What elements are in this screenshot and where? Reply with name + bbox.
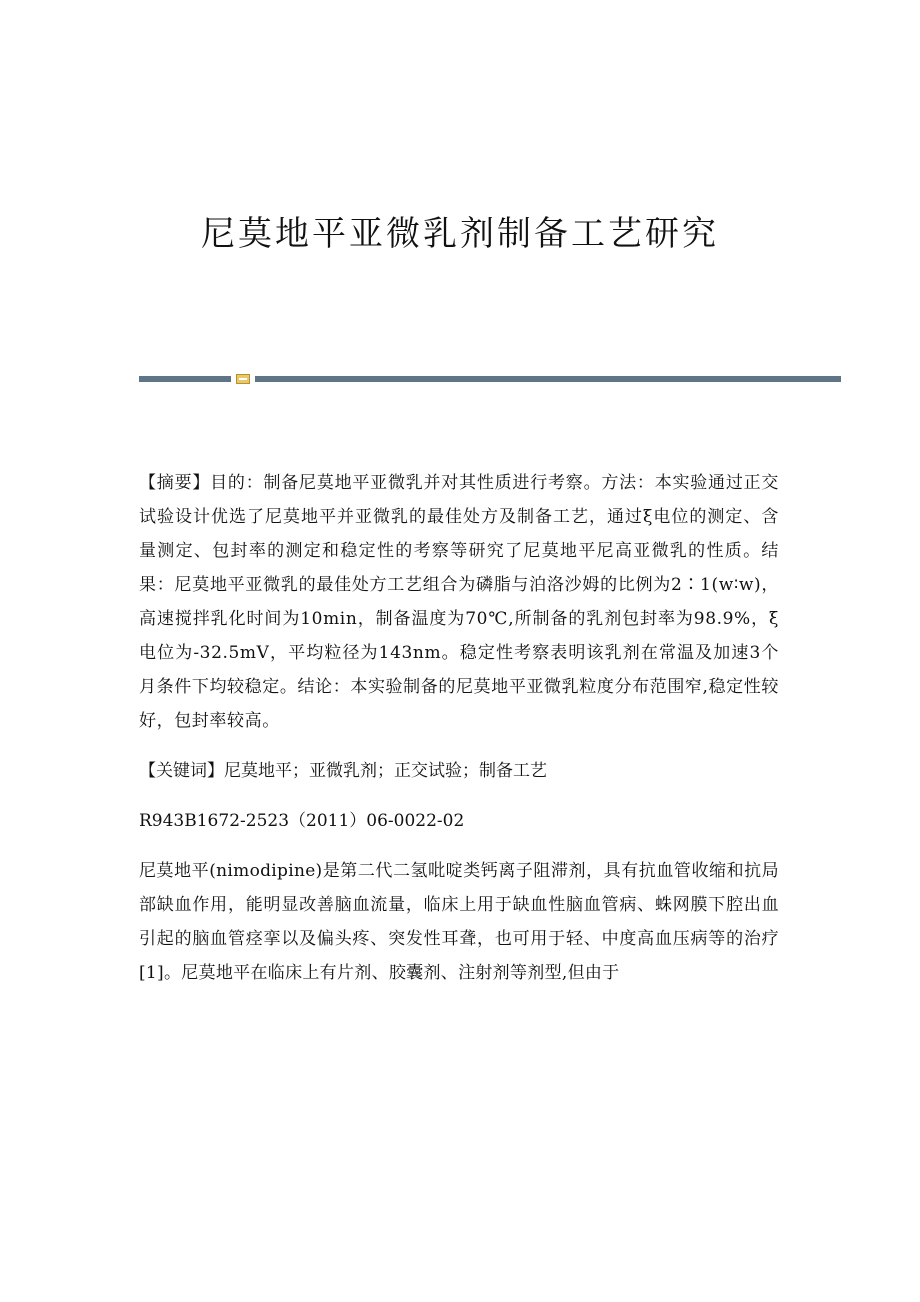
document-body	[139, 466, 779, 990]
divider-ornament-icon	[236, 374, 250, 384]
document-title: 尼莫地平亚微乳剂制备工艺研究	[201, 214, 719, 254]
classification-number: R943B1672-2523（2011）06-0022-02	[139, 811, 465, 831]
keywords-paragraph: 【关键词】尼莫地平；亚微乳剂；正交试验；制备工艺	[139, 761, 547, 781]
divider-bar-right	[255, 376, 841, 382]
intro-paragraph: 尼莫地平(nimodipine)是第二代二氢吡啶类钙离子阻滞剂，具有抗血管收缩和抗局部缺血作用，能明显改善脑血流量，临床上用于缺血性脑血管病、蛛网膜下腔出血引起的脑血管痉挛以及偏头疼、突发性耳聋，也可用于轻、中度高血压病等的治疗[1]。尼莫地平在临床上有片剂、胶囊剂、注射剂等剂型,但由于	[139, 861, 779, 983]
abstract-paragraph: 【摘要】目的：制备尼莫地平亚微乳并对其性质进行考察。方法：本实验通过正交试验设计优选了尼莫地平并亚微乳的最佳处方及制备工艺，通过ξ电位的测定、含量测定、包封率的测定和稳定性的考察等研究了尼莫地平尼高亚微乳的性质。结果：尼莫地平亚微乳的最佳处方工艺组合为磷脂与泊洛沙姆的比例为2∶1(w∶w)，高速搅拌乳化时间为10min，制备温度为70℃,所制备的乳剂包封率为98.9%，ξ电位为-32.5mV，平均粒径为143nm。稳定性考察表明该乳剂在常温及加速3个月条件下均较稳定。结论：本实验制备的尼莫地平亚微乳粒度分布范围窄,稳定性较好，包封率较高。	[139, 473, 779, 731]
divider-bar-left	[139, 376, 231, 382]
title-divider	[139, 374, 841, 384]
